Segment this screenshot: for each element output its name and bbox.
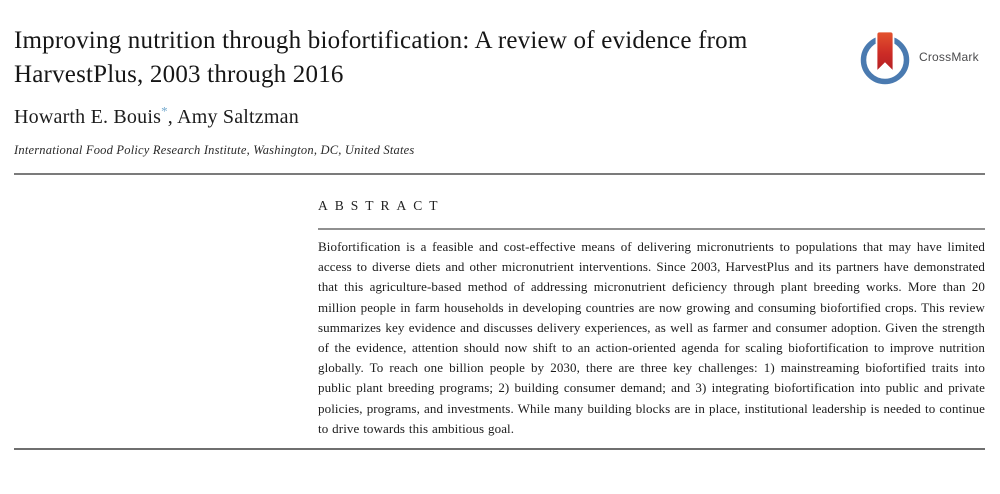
affiliation: International Food Policy Research Institute, Washington, DC, United States bbox=[14, 143, 415, 157]
crossmark-label: CrossMark bbox=[919, 50, 979, 64]
crossmark-icon bbox=[858, 26, 914, 88]
corresponding-author-link[interactable]: * bbox=[161, 103, 168, 119]
abstract-divider bbox=[318, 228, 985, 230]
article-title bbox=[14, 24, 859, 92]
crossmark-badge[interactable] bbox=[858, 26, 994, 88]
title-line-1: Improving nutrition through biofortification: A review of evidence from bbox=[14, 27, 748, 54]
author-line bbox=[14, 103, 299, 129]
header-divider bbox=[14, 173, 985, 175]
abstract-heading: ABSTRACT bbox=[318, 198, 445, 213]
footer-divider bbox=[14, 448, 985, 450]
author-name-1: Howarth E. Bouis bbox=[14, 106, 162, 128]
author-separator: , bbox=[167, 106, 178, 128]
abstract-text: Biofortification is a feasible and cost-effective means of delivering micronutrients to populations that may have limited access to diverse diets and other micronutrient interventions. Since 2003, HarvestPlus and its partners have demonstrated that this agriculture-based method of addressing micronutrient deficiency through plant breeding works. More than 20 million people in farm households in developing countries are now growing and consuming biofortified crops. This review summarizes key evidence and discusses delivery experiences, as well as farmer and consumer adoption. Given the strength of the evidence, attention should now shift to an action-oriented agenda for scaling biofortification to improve nutrition globally. To reach one billion people by 2030, there are three key challenges: 1) mainstreaming biofortified traits into public plant breeding programs; 2) building consumer demand; and 3) integrating biofortification into public and private policies, programs, and investments. While many building blocks are in place, institutional leadership is needed to continue to drive towards this ambitious goal. bbox=[318, 239, 985, 436]
abstract-section bbox=[318, 198, 985, 439]
author-name-2: Amy Saltzman bbox=[177, 106, 299, 128]
title-line-2: HarvestPlus, 2003 through 2016 bbox=[14, 61, 344, 88]
